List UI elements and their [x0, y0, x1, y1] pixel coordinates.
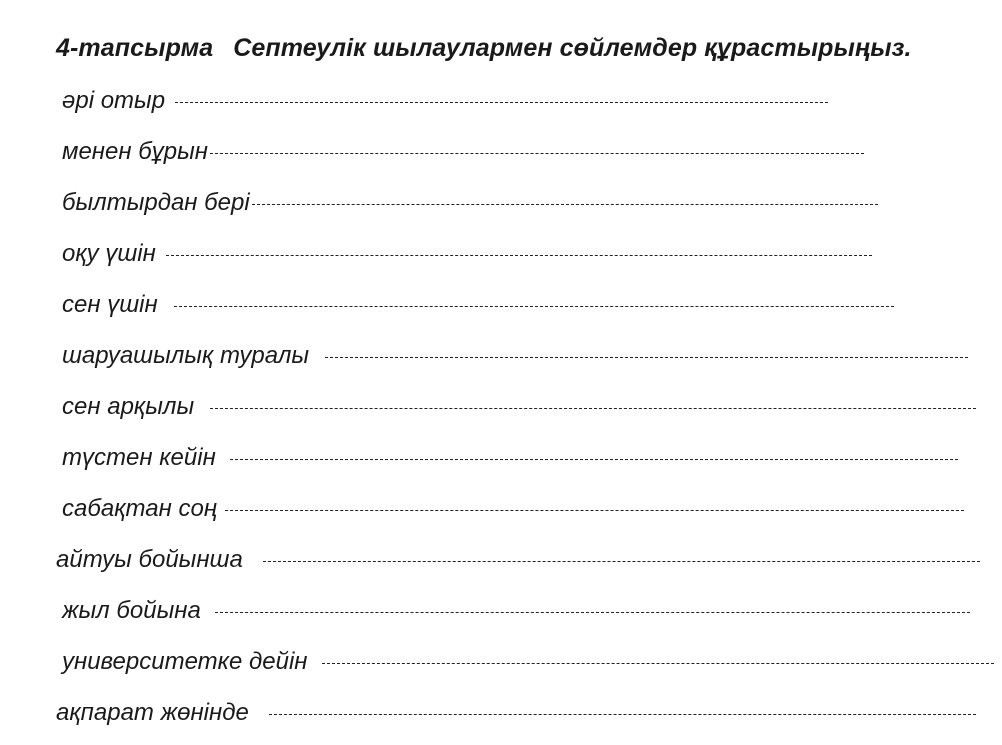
answer-blank[interactable] — [325, 357, 968, 358]
exercise-line — [62, 645, 994, 679]
phrase-label: былтырдан бері — [62, 189, 250, 216]
phrase-label: менен бұрын — [62, 138, 208, 165]
phrase-label: түстен кейін — [62, 444, 216, 471]
exercise-line — [62, 390, 976, 424]
phrase-label: шаруашылық туралы — [62, 342, 310, 369]
answer-blank[interactable] — [252, 204, 878, 205]
answer-blank[interactable] — [175, 102, 828, 103]
answer-blank[interactable] — [322, 663, 994, 664]
exercise-line — [62, 288, 894, 322]
answer-blank[interactable] — [210, 153, 864, 154]
task-number: 4-тапсырма — [56, 34, 214, 62]
answer-blank[interactable] — [215, 612, 970, 613]
exercise-line — [62, 84, 828, 118]
phrase-label: ақпарат жөнінде — [56, 699, 249, 726]
answer-blank[interactable] — [230, 459, 958, 460]
exercise-line — [62, 237, 872, 271]
answer-blank[interactable] — [166, 255, 872, 256]
phrase-label: жыл бойына — [62, 597, 201, 624]
exercise-line — [62, 492, 964, 526]
task-instruction: Септеулік шылаулармен сөйлемдер құрастырыңыз. — [233, 34, 912, 62]
exercise-line — [62, 441, 958, 475]
answer-blank[interactable] — [269, 714, 976, 715]
answer-blank[interactable] — [174, 306, 894, 307]
phrase-label: сен арқылы — [62, 393, 195, 420]
answer-blank[interactable] — [225, 510, 964, 511]
phrase-label: айтуы бойынша — [56, 546, 243, 573]
phrase-label: сен үшін — [62, 291, 158, 318]
exercise-line — [62, 186, 878, 220]
phrase-label: университетке дейін — [62, 648, 308, 675]
phrase-label: сабақтан соң — [62, 495, 218, 522]
exercise-line — [62, 594, 970, 628]
exercise-line — [62, 135, 864, 169]
task-heading — [56, 34, 912, 63]
exercise-line — [62, 339, 968, 373]
answer-blank[interactable] — [210, 408, 976, 409]
phrase-label: оқу үшін — [62, 240, 156, 267]
phrase-label: әрі отыр — [62, 87, 166, 114]
exercise-line — [56, 696, 976, 730]
answer-blank[interactable] — [263, 561, 980, 562]
exercise-line — [56, 543, 980, 577]
